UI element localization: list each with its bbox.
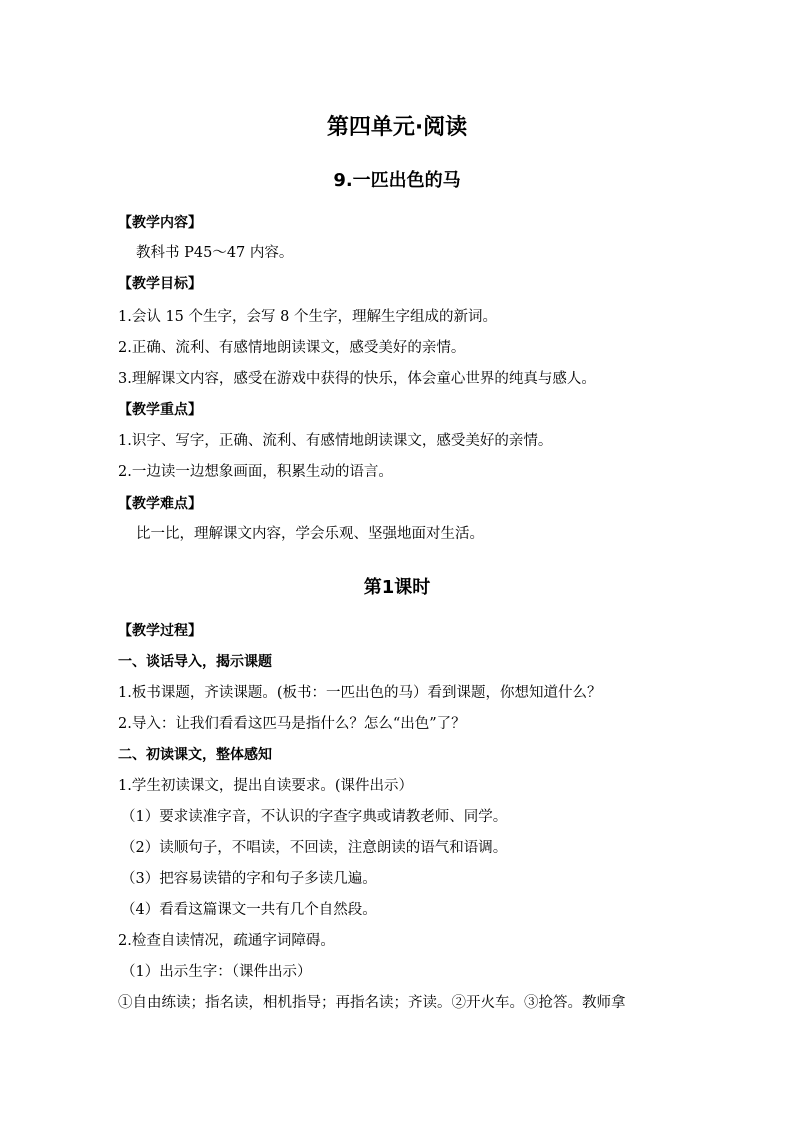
section1-heading: 一、谈话导入，揭示课题: [118, 654, 272, 670]
teaching-goal-item: 1.会认 15 个生字，会写 8 个生字，理解生字组成的新词。: [118, 309, 497, 325]
teaching-goal-item: 3.理解课文内容，感受在游戏中获得的快乐，体会童心世界的纯真与感人。: [118, 371, 596, 387]
section2-subitem: （1）要求读准字音，不认识的字查字典或请教老师、同学。: [121, 809, 508, 825]
section2-subitem: （4）看看这篇课文一共有几个自然段。: [121, 902, 377, 918]
teaching-goals-heading: 【教学目标】: [118, 276, 202, 292]
teaching-difficulty-text: 比一比，理解课文内容，学会乐观、坚强地面对生活。: [136, 526, 484, 542]
section1-item: 1.板书课题，齐读课题。(板书：一匹出色的马）看到课题，你想知道什么？: [118, 685, 602, 701]
section2-item2: 2.检查自读情况，疏通字词障碍。: [118, 933, 335, 949]
section2-subitem: （2）读顺句子，不唱读，不回读，注意朗读的语气和语调。: [121, 840, 508, 856]
process-heading: 【教学过程】: [118, 623, 202, 639]
section2-item2-text: ①自由练读；指名读，相机指导；再指名读；齐读。②开火车。③抢答。教师拿: [118, 995, 626, 1011]
teaching-content-heading: 【教学内容】: [118, 215, 202, 231]
teaching-focus-heading: 【教学重点】: [118, 402, 202, 418]
section2-item2-sub: （1）出示生字：（课件出示）: [121, 964, 312, 980]
section2-heading: 二、初读课文，整体感知: [118, 747, 272, 763]
section2-subitem: （3）把容易读错的字和句子多读几遍。: [121, 871, 377, 887]
lesson-title: 9.一匹出色的马: [333, 170, 461, 191]
section1-item: 2.导入：让我们看看这匹马是指什么？怎么“出色”了？: [118, 716, 466, 732]
teaching-difficulty-heading: 【教学难点】: [118, 496, 202, 512]
teaching-focus-item: 2.一边读一边想象画面，积累生动的语言。: [118, 464, 393, 480]
teaching-focus-item: 1.识字、写字，正确、流利、有感情地朗读课文，感受美好的亲情。: [118, 433, 553, 449]
teaching-goal-item: 2.正确、流利、有感情地朗读课文，感受美好的亲情。: [118, 340, 466, 356]
teaching-content-text: 教科书 P45～47 内容。: [136, 245, 294, 261]
section2-item1: 1.学生初读课文，提出自读要求。(课件出示）: [118, 778, 413, 794]
period-title: 第1课时: [363, 577, 431, 598]
unit-title: 第四单元·阅读: [326, 115, 468, 140]
